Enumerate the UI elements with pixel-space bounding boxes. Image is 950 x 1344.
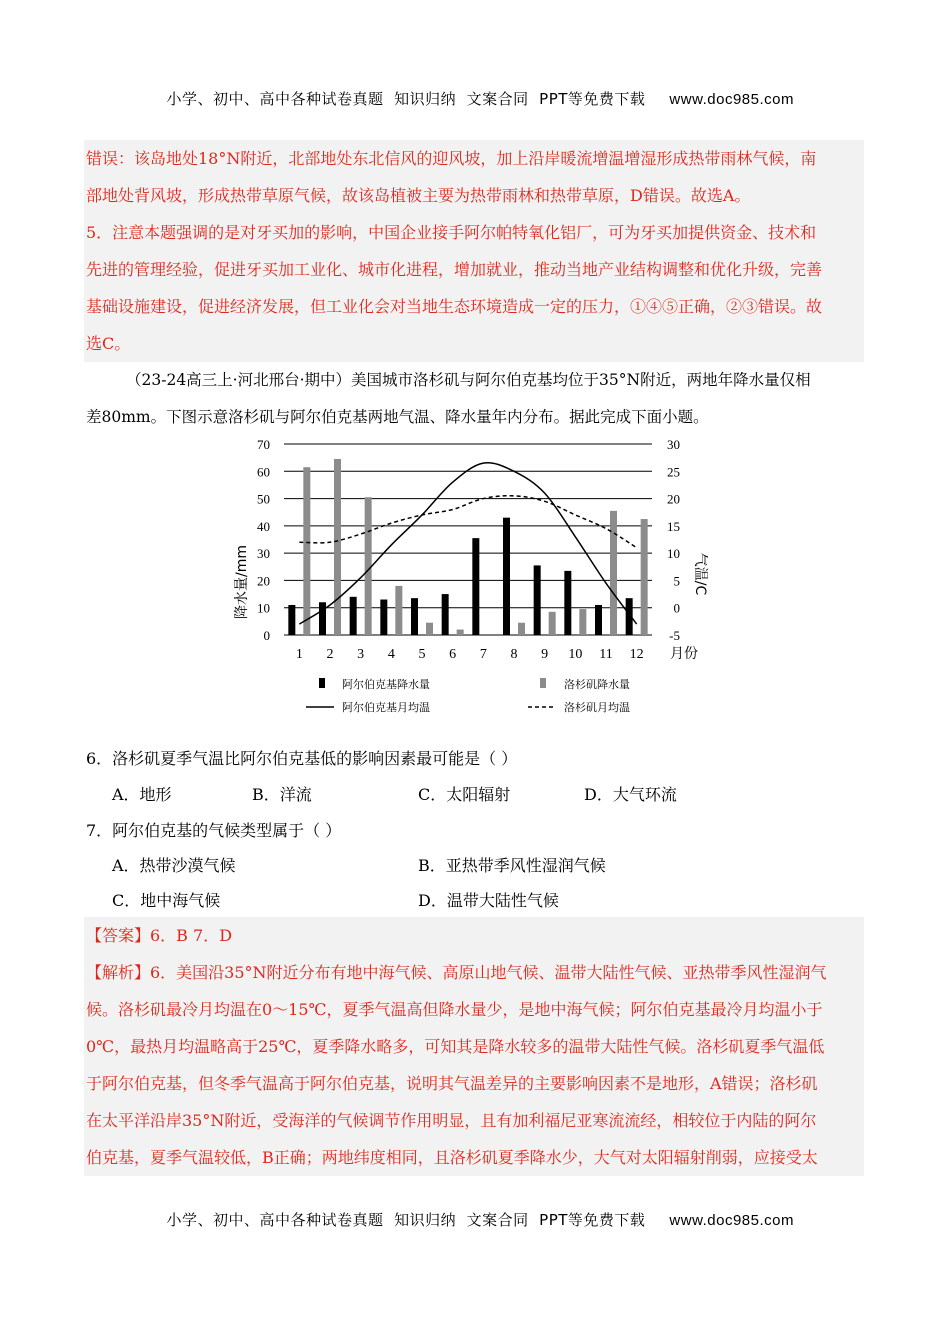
bar-abq-precip — [564, 571, 571, 635]
legend-label: 洛杉矶月均温 — [564, 701, 630, 714]
x-tick-label: 5 — [418, 647, 426, 662]
y-tick-label: 20 — [257, 573, 270, 589]
bar-la-precip — [549, 612, 556, 635]
y-tick-label: 10 — [257, 600, 270, 616]
answer-line: 于阿尔伯克基，但冬季气温高于阿尔伯克基，说明其气温差异的主要影响因素不是地形，A错误；洛杉矶 — [86, 1074, 818, 1093]
page-header — [0, 70, 950, 109]
x-tick-label: 10 — [568, 647, 583, 662]
y2-tick-label: 15 — [667, 518, 680, 534]
bar-la-precip — [303, 467, 310, 635]
question-6-stem: 6．洛杉矶夏季气温比阿尔伯克基低的影响因素最可能是（ ） — [86, 749, 518, 768]
analysis-line: 基础设施建设，促进经济发展，但工业化会对当地生态环境造成一定的压力，①④⑤正确，②③错误。故 — [86, 297, 823, 316]
bar-abq-precip — [288, 605, 295, 635]
bar-abq-precip — [595, 605, 602, 635]
footer-text: 小学、初中、高中各种试卷真题 知识归纳 文案合同 PPT等免费下载 — [166, 1211, 646, 1229]
x-tick-label: 9 — [541, 647, 549, 662]
bar-la-precip — [610, 511, 617, 635]
question-intro — [86, 362, 866, 436]
intro-line: （23-24高三上·河北邢台·期中）美国城市洛杉矶与阿尔伯克基均位于35°N附近，两地年降水量仅相 — [126, 371, 811, 389]
line-la-temp — [299, 496, 636, 548]
answer-line: 在太平洋沿岸35°N附近，受海洋的气候调节作用明显，且有加利福尼亚寒流流经，相较位于内陆的阿尔 — [86, 1111, 817, 1130]
x-tick-label: 11 — [599, 647, 613, 662]
y2-axis-label: 气温/C — [692, 552, 708, 596]
y2-tick-label: 30 — [667, 437, 680, 452]
q7-option-a[interactable]: A．热带沙漠气候 — [112, 856, 236, 875]
q6-option-d[interactable]: D．大气环流 — [584, 785, 677, 804]
x-tick-label: 1 — [295, 647, 303, 662]
x-tick-label: 7 — [479, 647, 487, 662]
bar-abq-precip — [411, 598, 418, 635]
intro-line: 差80mm。下图示意洛杉矶与阿尔伯克基两地气温、降水量年内分布。据此完成下面小题。 — [86, 408, 709, 426]
answer-line: 伯克基，夏季气温较低，B正确；两地纬度相同，且洛杉矶夏季降水少，大气对太阳辐射削弱，应接受太 — [86, 1148, 818, 1167]
question-7-stem: 7．阿尔伯克基的气候类型属于（ ） — [86, 821, 342, 840]
answer-line: 候。洛杉矶最冷月均温在0～15℃，夏季气温高但降水量少，是地中海气候；阿尔伯克基最冷月均温小于 — [86, 1000, 823, 1019]
analysis-line: 选C。 — [86, 334, 131, 353]
page-footer — [0, 1191, 950, 1230]
bar-abq-precip — [534, 565, 541, 635]
x-tick-label: 6 — [449, 647, 457, 662]
legend-label: 阿尔伯克基月均温 — [342, 701, 430, 714]
q7-option-c[interactable]: C．地中海气候 — [112, 891, 221, 910]
x-tick-label: 12 — [629, 647, 644, 662]
analysis-line: 错误：该岛地处18°N附近，北部地处东北信风的迎风坡，加上沿岸暖流增温增湿形成热带雨林气候，南 — [86, 149, 817, 168]
y2-tick-label: 0 — [673, 600, 680, 616]
y-tick-label: 50 — [257, 491, 270, 507]
legend-label: 阿尔伯克基降水量 — [342, 678, 430, 691]
bar-la-precip — [334, 459, 341, 635]
bar-la-precip — [426, 623, 433, 635]
y-tick-label: 30 — [257, 546, 270, 562]
q6-option-c[interactable]: C．太阳辐射 — [418, 785, 511, 804]
q7-option-b[interactable]: B．亚热带季风性湿润气候 — [418, 856, 606, 875]
bar-la-precip — [641, 519, 648, 635]
q6-option-b[interactable]: B．洋流 — [252, 785, 312, 804]
y-tick-label: 0 — [263, 628, 270, 643]
header-text: 小学、初中、高中各种试卷真题 知识归纳 文案合同 PPT等免费下载 — [166, 90, 646, 108]
bar-la-precip — [365, 497, 372, 635]
x-tick-label: 2 — [326, 647, 334, 662]
y2-tick-label: 25 — [667, 464, 680, 480]
y-tick-label: 70 — [257, 437, 270, 452]
prev-analysis — [84, 140, 864, 362]
legend-swatch-abq-precip — [319, 678, 325, 688]
bar-abq-precip — [503, 518, 510, 635]
answer-line: 【解析】6．美国沿35°N附近分布有地中海气候、高原山地气候、温带大陆性气候、亚热带季风性湿润气 — [86, 963, 827, 982]
analysis-line: 5．注意本题强调的是对牙买加的影响，中国企业接手阿尔帕特氧化铝厂，可为牙买加提供资金、技术和 — [86, 223, 817, 242]
legend-swatch-la-precip — [540, 678, 546, 688]
x-tick-label: 3 — [357, 647, 365, 662]
y2-tick-label: -5 — [669, 628, 680, 643]
chart-bars — [288, 459, 647, 635]
y-tick-label: 40 — [257, 518, 270, 534]
x-tick-label: 4 — [387, 647, 395, 662]
footer-url[interactable]: www.doc985.com — [669, 1212, 794, 1229]
analysis-line: 部地处背风坡，形成热带草原气候，故该岛植被主要为热带雨林和热带草原，D错误。故选A。 — [86, 186, 751, 205]
y2-tick-label: 10 — [667, 546, 680, 562]
answer-line: 【答案】6．B 7．D — [86, 926, 233, 945]
bar-abq-precip — [442, 594, 449, 635]
bar-la-precip — [395, 586, 402, 635]
climate-chart — [226, 432, 706, 732]
bar-abq-precip — [350, 597, 357, 635]
x-tick-label: 8 — [510, 647, 518, 662]
q6-option-a[interactable]: A．地形 — [112, 785, 172, 804]
bar-la-precip — [518, 623, 525, 635]
bar-abq-precip — [319, 602, 326, 635]
bar-la-precip — [457, 630, 464, 635]
bar-abq-precip — [380, 600, 387, 635]
bar-la-precip — [579, 609, 586, 635]
q7-option-d[interactable]: D．温带大陆性气候 — [418, 891, 559, 910]
bar-abq-precip — [472, 538, 479, 635]
y-axis-label: 降水量/mm — [234, 545, 250, 619]
x-axis-label: 月份 — [670, 646, 698, 662]
chart-legend — [306, 677, 630, 714]
header-url[interactable]: www.doc985.com — [669, 91, 794, 108]
y-tick-label: 60 — [257, 464, 270, 480]
legend-label: 洛杉矶降水量 — [564, 678, 630, 691]
answer-line: 0℃，最热月均温略高于25℃，夏季降水略多，可知其是降水较多的温带大陆性气候。洛杉矶夏季气温低 — [86, 1037, 825, 1056]
analysis-line: 先进的管理经验，促进牙买加工业化、城市化进程，增加就业，推动当地产业结构调整和优化升级，完善 — [86, 260, 823, 279]
y2-tick-label: 20 — [667, 491, 680, 507]
y2-tick-label: 5 — [673, 573, 680, 589]
answer-analysis — [84, 917, 864, 1176]
